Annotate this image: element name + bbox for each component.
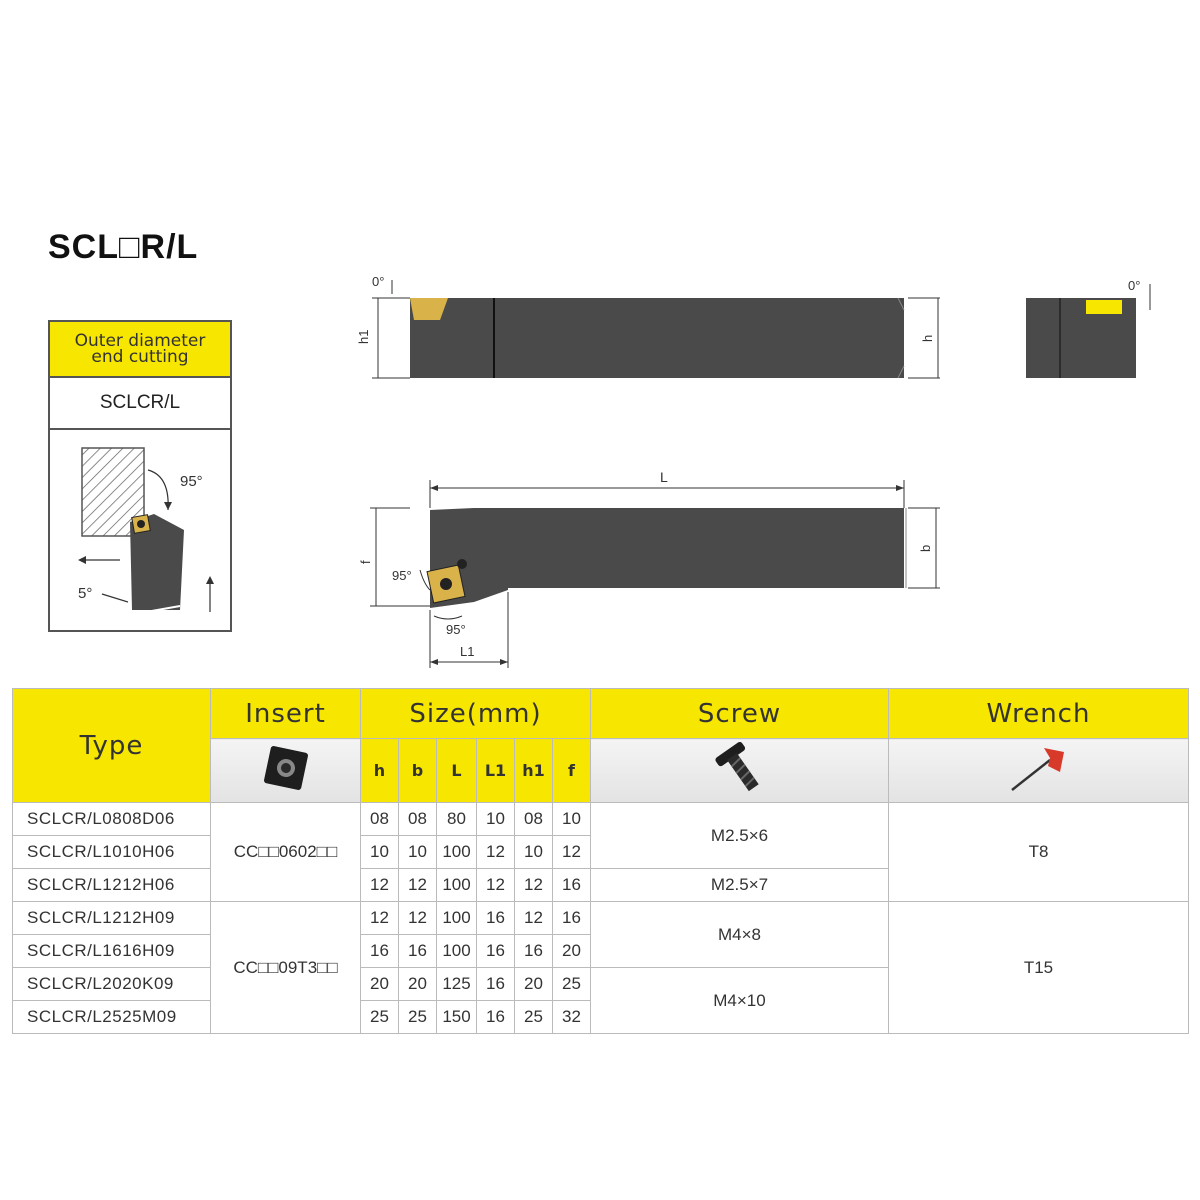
cell-h: 12 (361, 869, 399, 902)
angle-0-right-label: 0° (1128, 278, 1141, 293)
cell-h: 20 (361, 968, 399, 1001)
cell-h1: 12 (515, 869, 553, 902)
insert-image (211, 739, 361, 803)
cell-h: 16 (361, 935, 399, 968)
cell-L: 100 (437, 935, 477, 968)
side-view-body (410, 298, 904, 378)
wrench-icon (1004, 740, 1074, 796)
col-h: h (361, 739, 399, 803)
cell-L1: 16 (477, 902, 515, 935)
angle-95-bottom-label: 95° (446, 622, 466, 637)
header-insert: Insert (211, 689, 361, 739)
screw-image (591, 739, 889, 803)
cell-h: 08 (361, 803, 399, 836)
cell-f: 16 (553, 902, 591, 935)
header-screw: Screw (591, 689, 889, 739)
wrench-cell: T8 (889, 803, 1189, 902)
cell-f: 32 (553, 1001, 591, 1034)
cell-h: 25 (361, 1001, 399, 1034)
angle-95-side-label: 95° (392, 568, 412, 583)
h-label: h (920, 334, 935, 342)
table-row-type: SCLCR/L1212H09 (13, 902, 211, 935)
table-row-type: SCLCR/L1212H06 (13, 869, 211, 902)
cell-h: 10 (361, 836, 399, 869)
screw-icon (710, 740, 770, 796)
cell-f: 16 (553, 869, 591, 902)
top-view-body (508, 508, 904, 588)
L1-label: L1 (460, 644, 475, 659)
cell-L: 100 (437, 869, 477, 902)
insert-cell: CC□□09T3□□ (211, 902, 361, 1034)
screw-cell: M2.5×7 (591, 869, 889, 902)
cell-b: 12 (399, 869, 437, 902)
cell-L: 125 (437, 968, 477, 1001)
angle-0-left-label: 0° (372, 274, 385, 289)
angle-5-label: 5° (78, 585, 93, 602)
header-size: Size(mm) (361, 689, 591, 739)
cell-f: 12 (553, 836, 591, 869)
cell-L1: 10 (477, 803, 515, 836)
spec-table (12, 688, 1189, 1034)
col-L1: L1 (477, 739, 515, 803)
end-view-drawing (1010, 270, 1170, 390)
cell-b: 08 (399, 803, 437, 836)
cell-h1: 08 (515, 803, 553, 836)
cell-L: 80 (437, 803, 477, 836)
cell-L: 100 (437, 836, 477, 869)
cell-h1: 20 (515, 968, 553, 1001)
cutting-diagram (50, 430, 230, 630)
col-b: b (399, 739, 437, 803)
cell-L1: 12 (477, 869, 515, 902)
page-title: SCL□R/L (48, 228, 199, 266)
cell-b: 10 (399, 836, 437, 869)
insert-cell: CC□□0602□□ (211, 803, 361, 902)
top-view-drawing (350, 460, 950, 670)
cell-h1: 25 (515, 1001, 553, 1034)
cell-f: 10 (553, 803, 591, 836)
cell-h1: 10 (515, 836, 553, 869)
L-label: L (660, 469, 668, 485)
cell-h: 12 (361, 902, 399, 935)
cell-L: 100 (437, 902, 477, 935)
cell-b: 25 (399, 1001, 437, 1034)
cell-b: 16 (399, 935, 437, 968)
cell-L1: 12 (477, 836, 515, 869)
table-row-type: SCLCR/L0808D06 (13, 803, 211, 836)
side-view-drawing (340, 270, 940, 400)
f-label: f (358, 560, 373, 564)
col-L: L (437, 739, 477, 803)
insert-icon (261, 743, 311, 793)
cell-L1: 16 (477, 1001, 515, 1034)
header-wrench: Wrench (889, 689, 1189, 739)
cell-h1: 12 (515, 902, 553, 935)
wrench-cell: T15 (889, 902, 1189, 1034)
screw-cell: M4×8 (591, 902, 889, 968)
table-row-type: SCLCR/L2525M09 (13, 1001, 211, 1034)
b-label: b (918, 544, 933, 552)
cell-b: 12 (399, 902, 437, 935)
cell-L1: 16 (477, 968, 515, 1001)
angle-95-label: 95° (180, 473, 203, 490)
end-view-insert (1086, 300, 1122, 314)
info-card (48, 320, 232, 632)
cell-f: 25 (553, 968, 591, 1001)
cell-L1: 16 (477, 935, 515, 968)
wrench-image (889, 739, 1189, 803)
cell-f: 20 (553, 935, 591, 968)
screw-cell: M4×10 (591, 968, 889, 1034)
table-row-type: SCLCR/L2020K09 (13, 968, 211, 1001)
holder-code-label: SCLCR/L (50, 378, 230, 430)
table-row-type: SCLCR/L1010H06 (13, 836, 211, 869)
cell-h1: 16 (515, 935, 553, 968)
cell-L: 150 (437, 1001, 477, 1034)
screw-cell: M2.5×6 (591, 803, 889, 869)
table-row-type: SCLCR/L1616H09 (13, 935, 211, 968)
col-f: f (553, 739, 591, 803)
cell-b: 20 (399, 968, 437, 1001)
cutting-type-label: Outer diameter end cutting (50, 322, 230, 378)
header-type: Type (13, 689, 211, 803)
h1-label: h1 (356, 329, 371, 344)
col-h1: h1 (515, 739, 553, 803)
